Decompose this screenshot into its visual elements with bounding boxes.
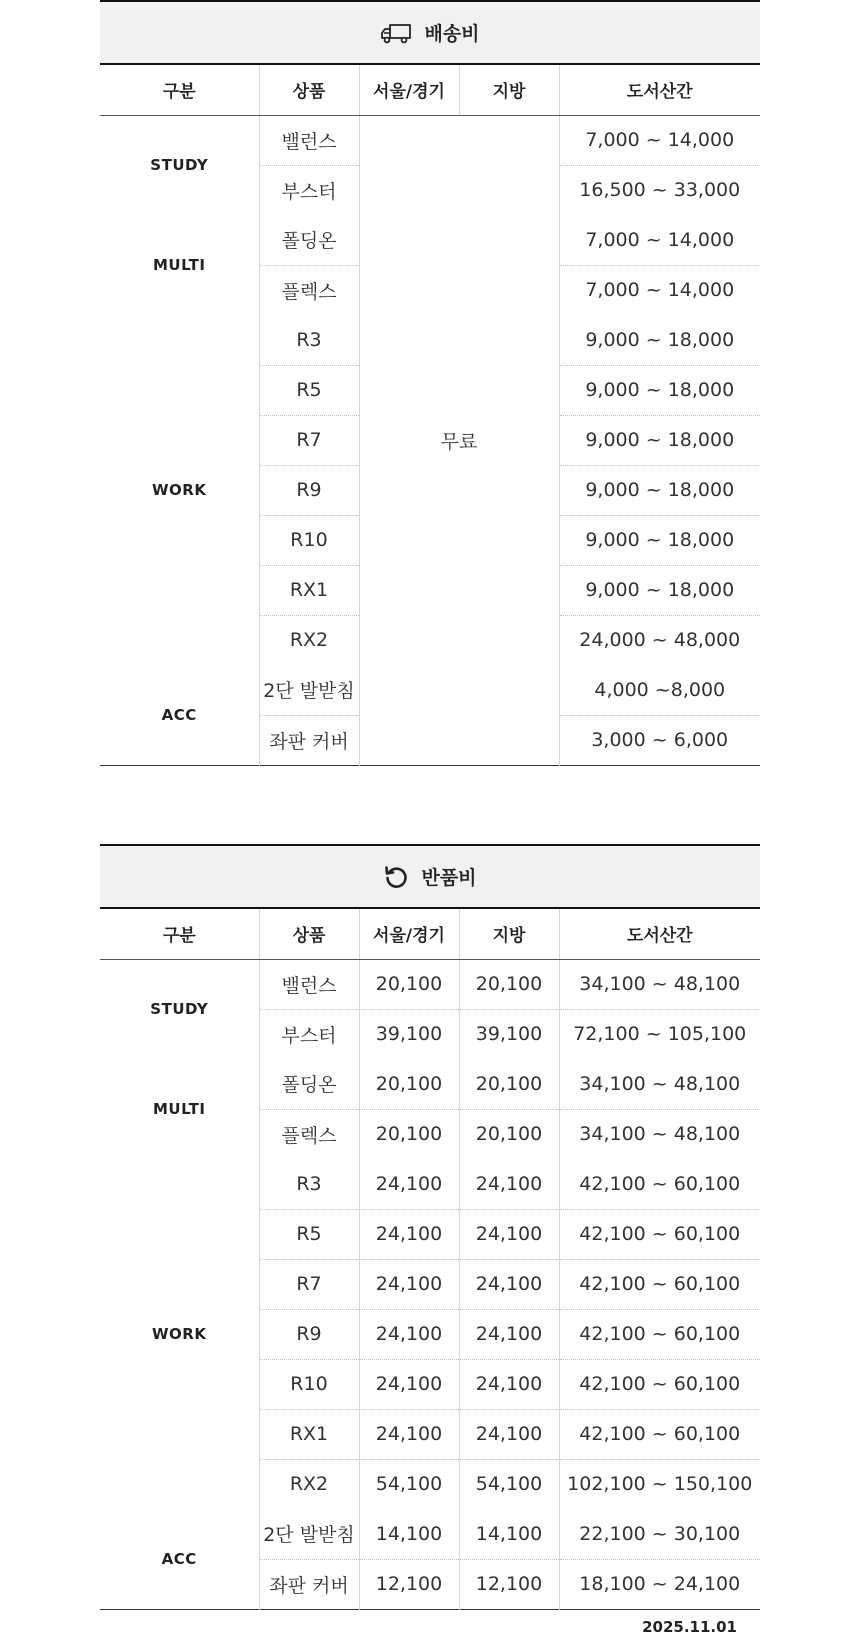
remote-island-fee-cell: 34,100 ~ 48,100 (559, 1109, 760, 1159)
local-fee-cell: 14,100 (459, 1509, 559, 1559)
remote-island-fee-cell: 16,500 ~ 33,000 (559, 165, 760, 215)
table-header-row (100, 909, 760, 959)
remote-island-fee-cell: 42,100 ~ 60,100 (559, 1259, 760, 1309)
local-fee-cell: 12,100 (459, 1559, 559, 1609)
seoul-gyeonggi-fee-cell: 24,100 (359, 1159, 459, 1209)
remote-island-fee-cell: 42,100 ~ 60,100 (559, 1209, 760, 1259)
table-row (100, 1059, 760, 1109)
product-cell: RX2 (259, 1459, 359, 1509)
seoul-gyeonggi-fee-cell: 24,100 (359, 1209, 459, 1259)
product-cell: R3 (259, 1159, 359, 1209)
product-cell: R9 (259, 1309, 359, 1359)
seoul-gyeonggi-fee-cell: 12,100 (359, 1559, 459, 1609)
effective-date: 2025.11.01 (642, 1618, 737, 1636)
product-cell: RX1 (259, 565, 359, 615)
product-cell: RX1 (259, 1409, 359, 1459)
category-cell: ACC (161, 1549, 197, 1568)
local-fee-cell: 39,100 (459, 1009, 559, 1059)
header-local: 지방 (459, 65, 559, 115)
seoul-gyeonggi-fee-cell: 20,100 (359, 959, 459, 1009)
table-row (100, 1509, 760, 1559)
product-cell: 밸런스 (259, 959, 359, 1009)
product-cell: R5 (259, 1209, 359, 1259)
header-seoul-gyeonggi: 서울/경기 (359, 65, 459, 115)
remote-island-fee-cell: 42,100 ~ 60,100 (559, 1359, 760, 1409)
table-row (100, 1159, 760, 1209)
header-remote-island: 도서산간 (559, 909, 760, 959)
header-remote-island: 도서산간 (559, 65, 760, 115)
return-arrow-icon (383, 864, 409, 890)
remote-island-fee-cell: 42,100 ~ 60,100 (559, 1309, 760, 1359)
category-cell: STUDY (150, 156, 209, 175)
return-fee-title: 반품비 (421, 867, 477, 889)
seoul-gyeonggi-fee-cell: 20,100 (359, 1059, 459, 1109)
remote-island-fee-cell: 42,100 ~ 60,100 (559, 1159, 760, 1209)
return-fee-banner (100, 844, 760, 909)
header-product: 상품 (259, 909, 359, 959)
remote-island-fee-cell: 3,000 ~ 6,000 (559, 715, 760, 765)
product-cell: R9 (259, 465, 359, 515)
seoul-gyeonggi-fee-cell: 14,100 (359, 1509, 459, 1559)
header-product: 상품 (259, 65, 359, 115)
product-cell: R7 (259, 1259, 359, 1309)
product-cell: 플렉스 (259, 1109, 359, 1159)
product-cell: 밸런스 (259, 115, 359, 165)
local-fee-cell: 20,100 (459, 1109, 559, 1159)
remote-island-fee-cell: 24,000 ~ 48,000 (559, 615, 760, 665)
category-cell: MULTI (153, 1100, 206, 1118)
local-fee-cell: 24,100 (459, 1159, 559, 1209)
remote-island-fee-cell: 4,000 ~8,000 (559, 665, 760, 715)
table-row (100, 115, 760, 165)
remote-island-fee-cell: 7,000 ~ 14,000 (559, 115, 760, 165)
remote-island-fee-cell: 9,000 ~ 18,000 (559, 515, 760, 565)
product-cell: R10 (259, 515, 359, 565)
header-seoul-gyeonggi: 서울/경기 (359, 909, 459, 959)
shipping-fee-title: 배송비 (424, 23, 480, 45)
local-fee-cell: 20,100 (459, 1059, 559, 1109)
header-local: 지방 (459, 909, 559, 959)
product-cell: 좌판 커버 (259, 1559, 359, 1609)
remote-island-fee-cell: 7,000 ~ 14,000 (559, 265, 760, 315)
category-cell: MULTI (153, 256, 206, 274)
truck-icon (380, 22, 412, 44)
seoul-gyeonggi-fee-cell: 24,100 (359, 1259, 459, 1309)
local-fee-cell: 24,100 (459, 1409, 559, 1459)
remote-island-fee-cell: 102,100 ~ 150,100 (559, 1459, 760, 1509)
seoul-gyeonggi-fee-cell: 24,100 (359, 1409, 459, 1459)
product-cell: R3 (259, 315, 359, 365)
remote-island-fee-cell: 34,100 ~ 48,100 (559, 959, 760, 1009)
product-cell: R7 (259, 415, 359, 465)
local-fee-cell: 24,100 (459, 1359, 559, 1409)
remote-island-fee-cell: 7,000 ~ 14,000 (559, 215, 760, 265)
table-header-row (100, 65, 760, 115)
remote-island-fee-cell: 72,100 ~ 105,100 (559, 1009, 760, 1059)
remote-island-fee-cell: 42,100 ~ 60,100 (559, 1409, 760, 1459)
shipping-fee-section (100, 0, 760, 766)
category-cell: WORK (152, 481, 207, 499)
remote-island-fee-cell: 9,000 ~ 18,000 (559, 465, 760, 515)
seoul-gyeonggi-fee-cell: 20,100 (359, 1109, 459, 1159)
category-cell: ACC (161, 705, 197, 724)
product-cell: 2단 발받침 (259, 1509, 359, 1559)
category-cell: WORK (152, 1325, 207, 1343)
return-fee-section (100, 844, 760, 1610)
table-row (100, 959, 760, 1009)
product-cell: 부스터 (259, 1009, 359, 1059)
product-cell: RX2 (259, 615, 359, 665)
category-cell: STUDY (150, 1000, 209, 1019)
product-cell: 플렉스 (259, 265, 359, 315)
product-cell: 좌판 커버 (259, 715, 359, 765)
seoul-gyeonggi-fee-cell: 39,100 (359, 1009, 459, 1059)
product-cell: 폴딩온 (259, 215, 359, 265)
return-fee-table (100, 909, 760, 1610)
shipping-fee-table (100, 65, 760, 766)
remote-island-fee-cell: 9,000 ~ 18,000 (559, 365, 760, 415)
header-category: 구분 (100, 65, 259, 115)
seoul-gyeonggi-fee-cell: 24,100 (359, 1359, 459, 1409)
shipping-fee-banner (100, 0, 760, 65)
free-shipping-cell: 무료 (359, 115, 559, 765)
product-cell: 부스터 (259, 165, 359, 215)
local-fee-cell: 54,100 (459, 1459, 559, 1509)
remote-island-fee-cell: 22,100 ~ 30,100 (559, 1509, 760, 1559)
local-fee-cell: 24,100 (459, 1209, 559, 1259)
seoul-gyeonggi-fee-cell: 24,100 (359, 1309, 459, 1359)
remote-island-fee-cell: 34,100 ~ 48,100 (559, 1059, 760, 1109)
local-fee-cell: 20,100 (459, 959, 559, 1009)
product-cell: 폴딩온 (259, 1059, 359, 1109)
remote-island-fee-cell: 9,000 ~ 18,000 (559, 315, 760, 365)
remote-island-fee-cell: 9,000 ~ 18,000 (559, 415, 760, 465)
local-fee-cell: 24,100 (459, 1259, 559, 1309)
header-category: 구분 (100, 909, 259, 959)
local-fee-cell: 24,100 (459, 1309, 559, 1359)
product-cell: R5 (259, 365, 359, 415)
product-cell: R10 (259, 1359, 359, 1409)
remote-island-fee-cell: 9,000 ~ 18,000 (559, 565, 760, 615)
seoul-gyeonggi-fee-cell: 54,100 (359, 1459, 459, 1509)
product-cell: 2단 발받침 (259, 665, 359, 715)
remote-island-fee-cell: 18,100 ~ 24,100 (559, 1559, 760, 1609)
